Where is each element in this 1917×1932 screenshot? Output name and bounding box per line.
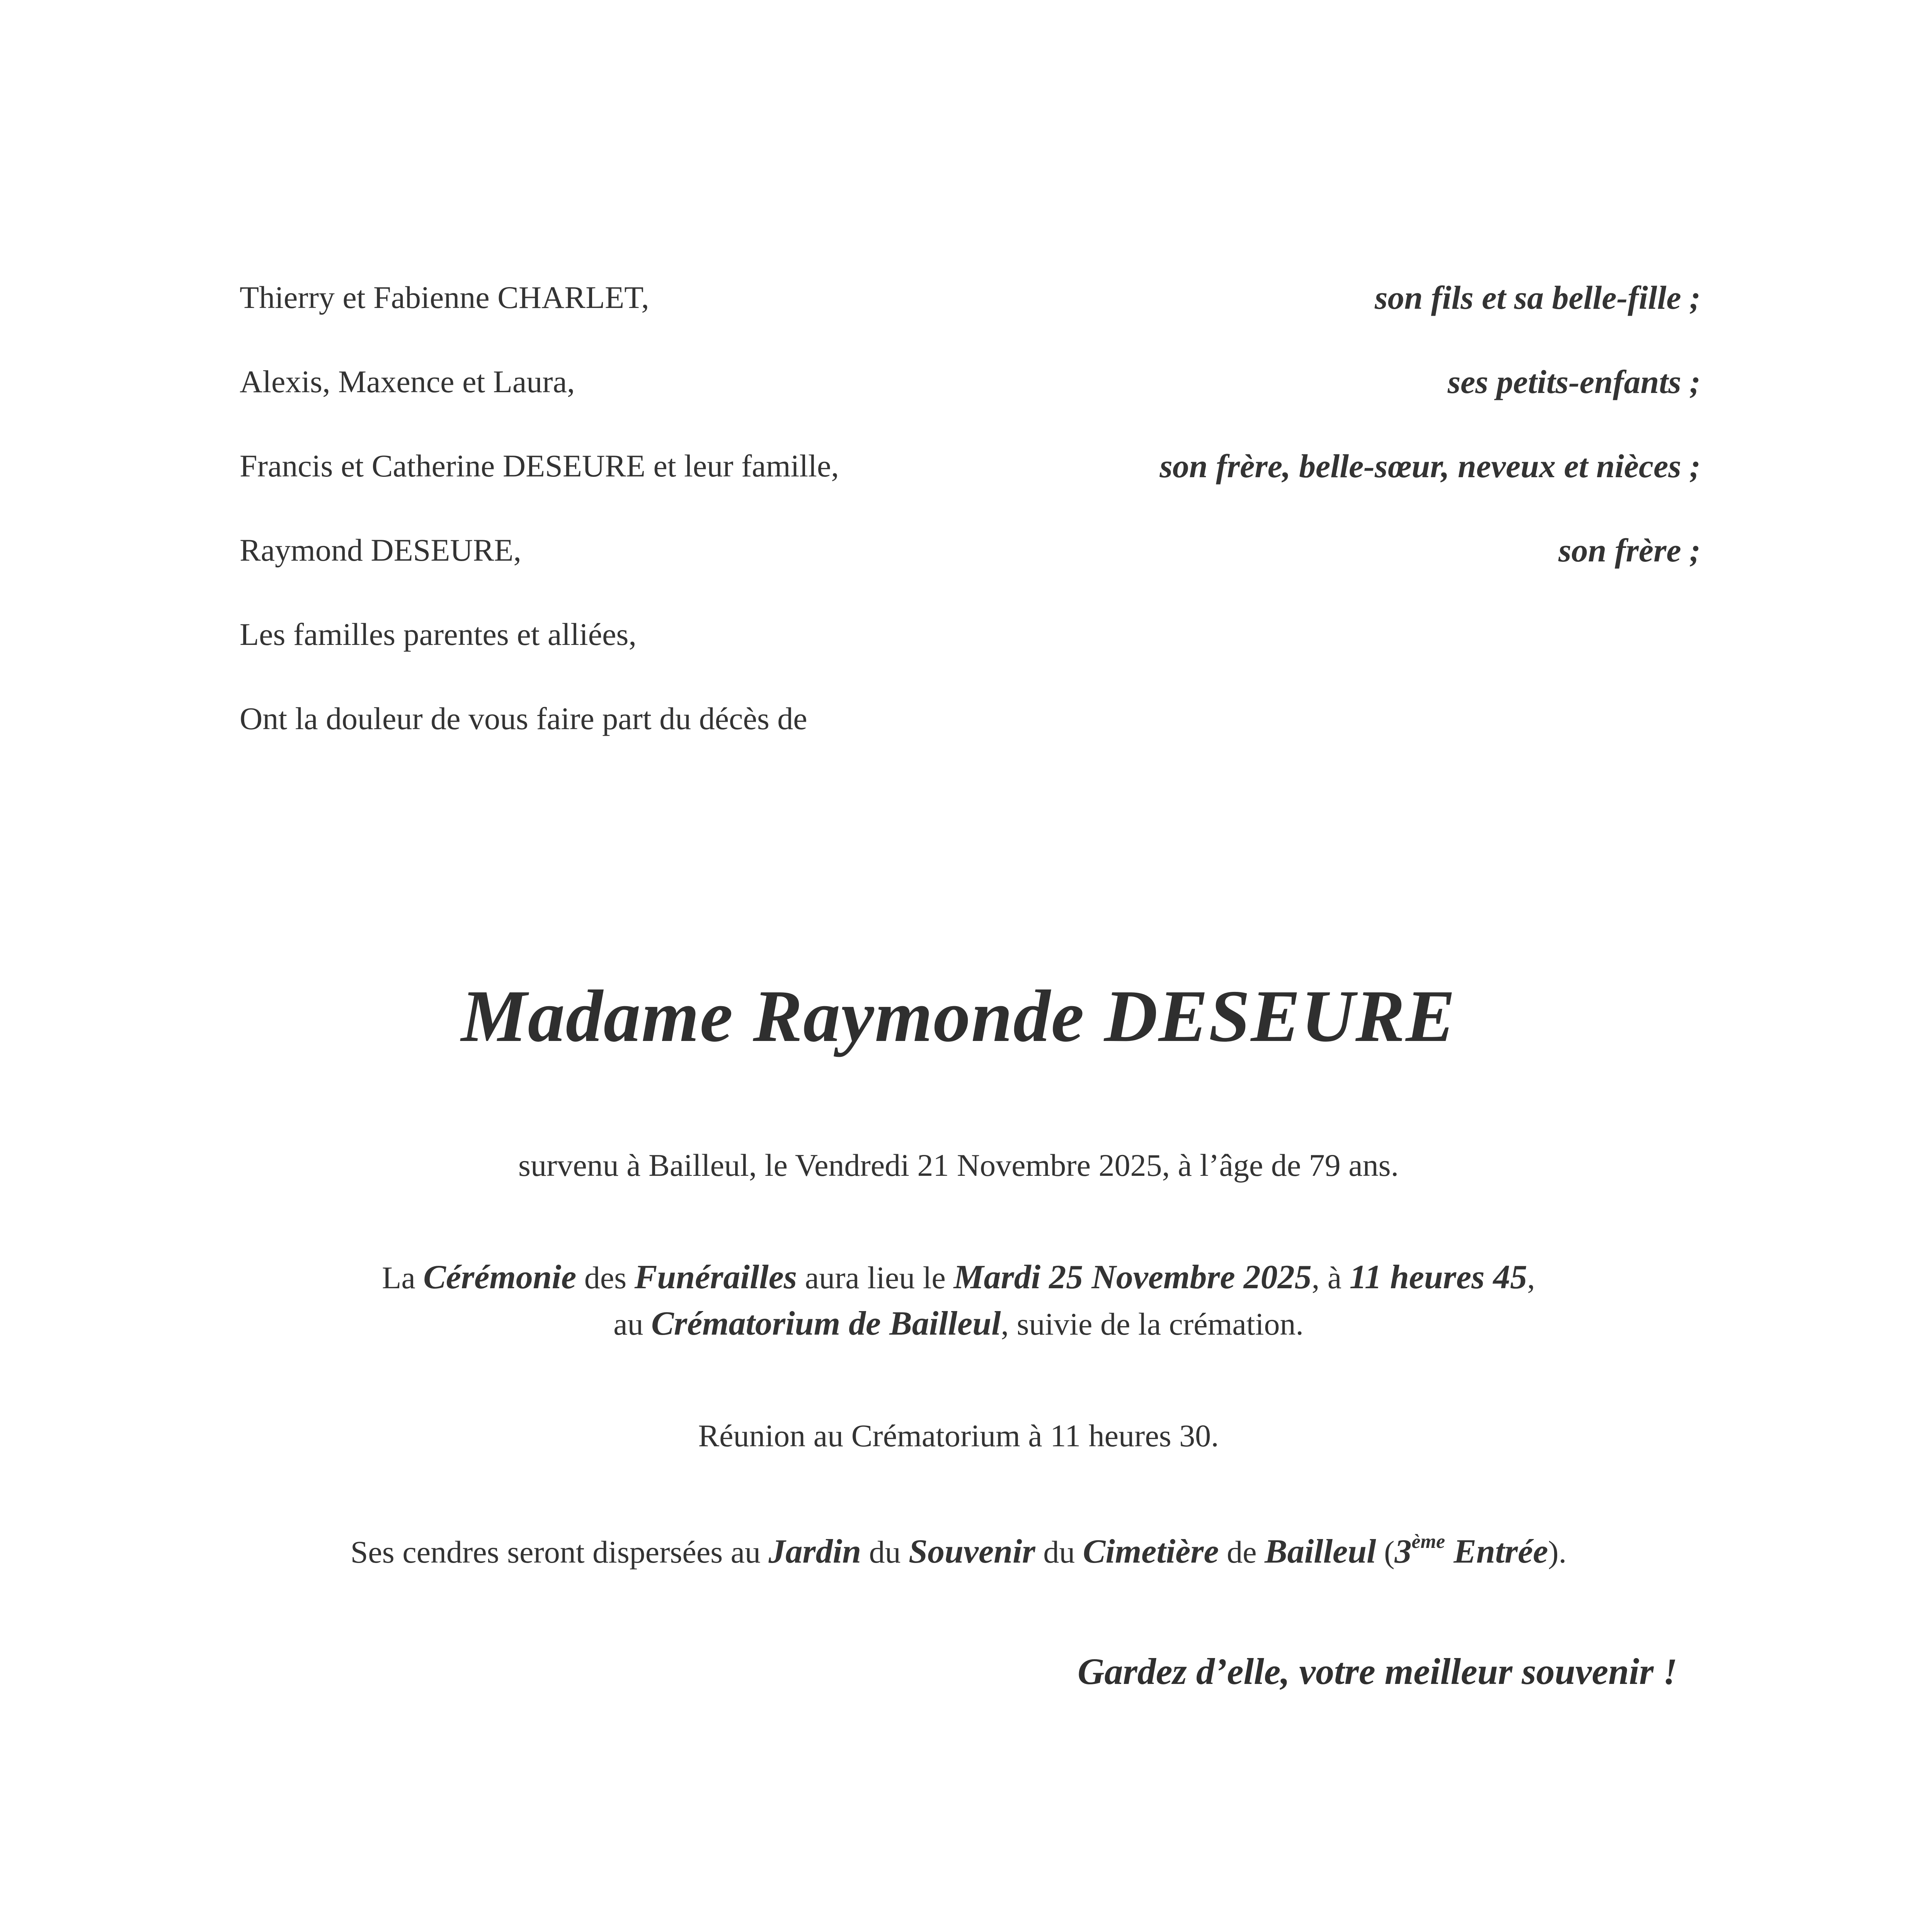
death-line: survenu à Bailleul, le Vendredi 21 Novembre 2025, à l’âge de 79 ans.	[518, 1148, 1399, 1183]
ceremony-place: Crématorium de Bailleul	[651, 1305, 1001, 1342]
family-relation: son frère, belle-sœur, neveux et nièces ;	[1159, 447, 1701, 485]
deceased-name: Madame Raymonde DESEURE	[461, 975, 1456, 1057]
ceremony-line-2	[0, 1302, 1917, 1346]
text-fragment: La	[382, 1260, 424, 1295]
cemetery-word: Cimetière	[1083, 1533, 1219, 1570]
garden-word: Jardin	[768, 1533, 861, 1570]
family-row	[240, 615, 1701, 699]
ceremony-time: 11 heures 45	[1349, 1259, 1527, 1296]
text-fragment: aura lieu le	[797, 1260, 954, 1295]
ceremony-word: Cérémonie	[423, 1259, 577, 1296]
text-fragment: du	[1035, 1534, 1083, 1570]
family-relation: son frère ;	[1558, 532, 1701, 569]
text-fragment: ,	[1527, 1260, 1535, 1295]
family-relation: ses petits-enfants ;	[1447, 363, 1701, 400]
text-fragment: (	[1376, 1534, 1395, 1570]
entrance-word: Entrée	[1445, 1533, 1548, 1570]
ceremony-line-1	[0, 1256, 1917, 1299]
ceremony-date: Mardi 25 Novembre 2025	[953, 1259, 1312, 1296]
ashes-line	[0, 1530, 1917, 1574]
text-fragment: , suivie de la crémation.	[1001, 1306, 1304, 1342]
family-row	[240, 531, 1701, 615]
family-name: Thierry et Fabienne CHARLET,	[240, 280, 649, 315]
text-fragment: , à	[1311, 1260, 1350, 1295]
announcement-intro: Ont la douleur de vous faire part du décès de	[240, 701, 807, 736]
family-name: Francis et Catherine DESEURE et leur famille,	[240, 448, 839, 483]
family-row	[240, 699, 1701, 784]
reunion-line: Réunion au Crématorium à 11 heures 30.	[698, 1418, 1219, 1453]
family-row	[240, 447, 1701, 531]
family-name: Les familles parentes et alliées,	[240, 617, 637, 652]
family-relation: son fils et sa belle-fille ;	[1374, 279, 1701, 316]
family-list	[240, 278, 1701, 784]
text-fragment: ).	[1548, 1534, 1567, 1570]
text-fragment: des	[576, 1260, 635, 1295]
family-name: Alexis, Maxence et Laura,	[240, 364, 575, 399]
text-fragment: au	[613, 1306, 652, 1342]
family-row	[240, 362, 1701, 447]
entrance-number: 3	[1394, 1533, 1412, 1570]
souvenir-word: Souvenir	[909, 1533, 1035, 1570]
family-name: Raymond DESEURE,	[240, 532, 521, 568]
family-row	[240, 278, 1701, 362]
text-fragment: de	[1219, 1534, 1265, 1570]
text-fragment: du	[861, 1534, 909, 1570]
funerals-word: Funérailles	[634, 1259, 797, 1296]
motto: Gardez d’elle, votre meilleur souvenir !	[1078, 1651, 1677, 1692]
entrance-suffix: ème	[1411, 1531, 1445, 1553]
text-fragment: Ses cendres seront dispersées au	[350, 1534, 769, 1570]
bailleul-word: Bailleul	[1265, 1533, 1376, 1570]
